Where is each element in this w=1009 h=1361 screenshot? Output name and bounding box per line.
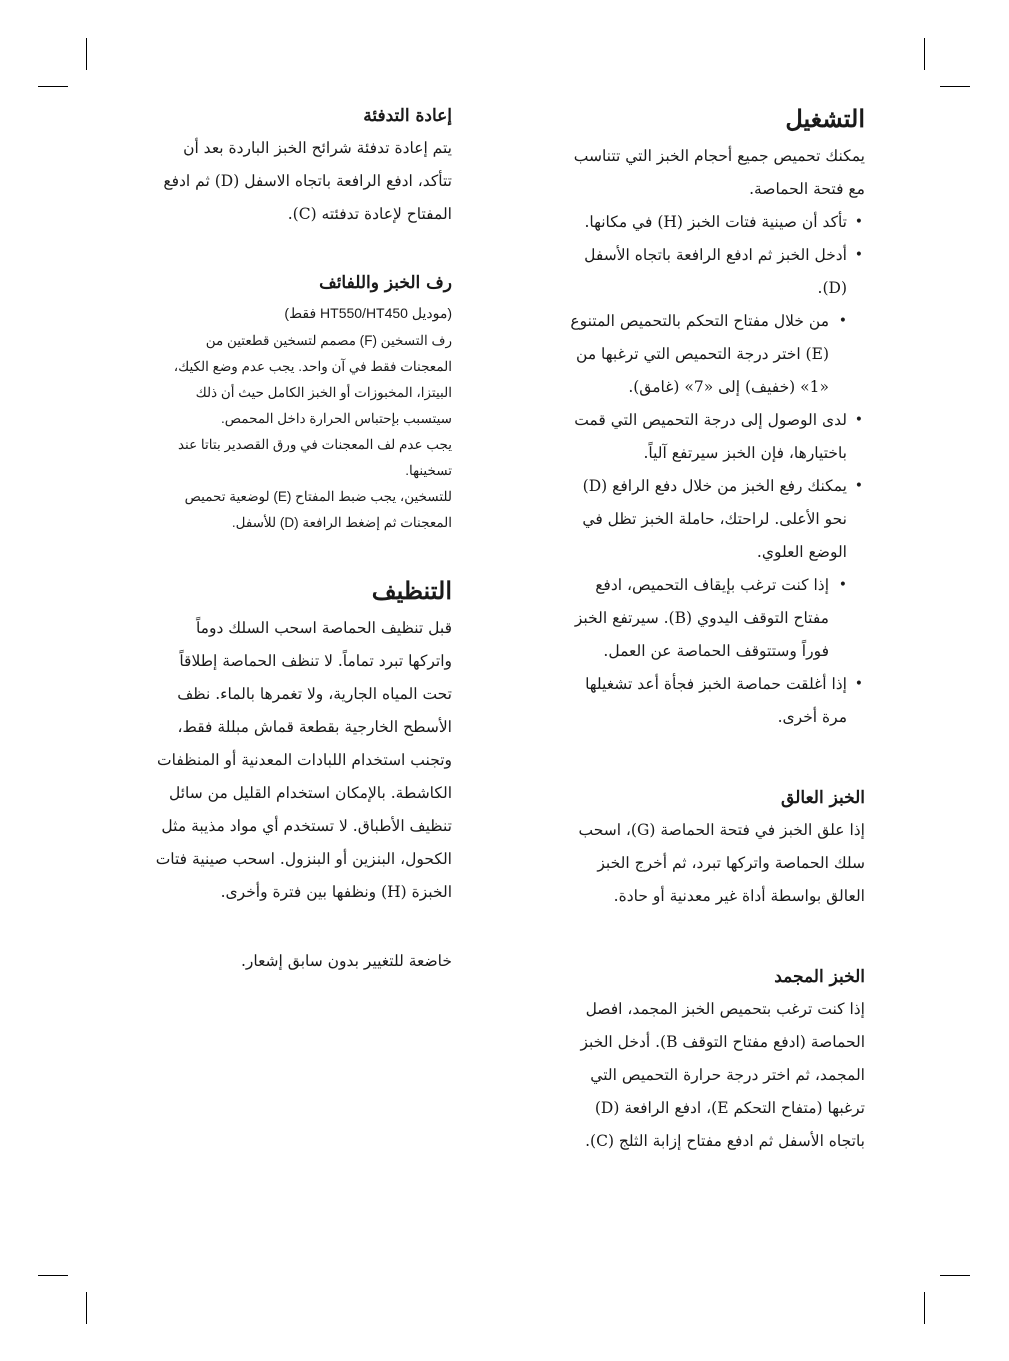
operation-step: • تأكد أن صينية فتات الخبز (H) في مكانها.: [560, 206, 865, 239]
operation-step: • إذا كنت ترغب بإيقاف التحميص، ادفع مفتاح التوقف اليدوي (B). سيرتفع الخبز فوراً وستتوقف الحماصة عن العمل.: [560, 569, 865, 668]
cleaning-title: التنظيف: [371, 576, 452, 605]
operation-step: • يمكنك رفع الخبز من خلال دفع الرافع (D) نحو الأعلى. لراحتك، حاملة الخبز تظل في الوضع العلوي.: [560, 470, 865, 569]
operation-steps: [560, 206, 865, 734]
operation-step: • من خلال مفتاح التحكم بالتحميص المتنوع (E) اختر درجة التحميص التي ترغبها من «1» (خفيف) إلى «7» (غامق).: [560, 305, 865, 404]
crop-mark-top-left-vertical: [86, 38, 87, 70]
crop-mark-top-left-horizontal: [38, 86, 68, 87]
stuck-bread-title: الخبز العالق: [781, 788, 865, 808]
crop-mark-top-right-vertical: [924, 38, 925, 70]
operation-intro: يمكنك تحميص جميع أحجام الخبز التي تتناسب مع فتحة الحماصة.: [573, 147, 865, 198]
left-column: [155, 100, 452, 978]
crop-mark-bottom-left-vertical: [86, 1292, 87, 1324]
reheat-title: إعادة التدفئة: [363, 106, 452, 126]
reheat-body: يتم إعادة تدفئة شرائح الخبز الباردة بعد أن تتأكد، ادفع الرافعة باتجاه الاسفل (D) ثم ادفع المفتاح لإعادة تدفئته (C).: [163, 139, 452, 223]
cleaning-body: قبل تنظيف الحماصة اسحب السلك دوماً واتركها تبرد تماماً. لا تنظف الحماصة إطلاقاً تحت المياه الجارية، ولا تغمرها بالماء. نظف الأسطح الخارجية بقطعة قماش مبللة فقط، وتجنب استخدام اللبادات المعدنية أو المنظفات الكاشطة. بالإمكان استخدام القليل من سائل تنظيف الأطباق. لا تستخدم أي مواد مذيبة مثل الكحول، البنزين أو البنزول. اسحب صينية فتات الخبزة (H) ونظفها بين فترة وأخرى.: [155, 619, 452, 901]
bun-rack-paragraph: للتسخين، يجب ضبط المفتاح (E) لوضعية تحميص المعجنات ثم إضغط الرافعة (D) للأسفل.: [184, 489, 452, 530]
bun-rack-title: رف الخبز واللفائف: [319, 273, 452, 293]
crop-mark-bottom-left-horizontal: [38, 1275, 68, 1276]
operation-step: • أدخل الخبز ثم ادفع الرافعة باتجاه الأسفل (D).: [560, 239, 865, 305]
right-column: [560, 100, 865, 1158]
bun-rack-models: (موديل HT550/HT450 فقط): [284, 305, 452, 321]
bun-rack-paragraph: يجب عدم لف المعجنات في ورق القصدير بتاتا عند تسخينها.: [177, 437, 452, 478]
bun-rack-paragraph: رف التسخين (F) مصمم لتسخين قطعتين من المعجنات فقط في آن واحد. يجب عدم وضع الكيك، البيتزا، المخبوزات أو الخبز الكامل حيث أن ذلك سيتسبب بإحتباس الحرارة داخل المحمص.: [173, 333, 452, 426]
crop-mark-bottom-right-horizontal: [940, 1275, 970, 1276]
crop-mark-top-right-horizontal: [940, 86, 970, 87]
operation-title: التشغيل: [785, 104, 865, 133]
frozen-bread-body: إذا كنت ترغب بتحميص الخبز المجمد، افصل الحماصة (ادفع مفتاح التوقف B). أدخل الخبز المجمد، ثم اختر درجة حرارة التحميص التي ترغبها (متفاح التحكم E)، ادفع الرافعة (D) باتجاه الأسفل ثم ادفع مفتاح إزابة الثلج (C).: [580, 1000, 865, 1150]
operation-step: • لدى الوصول إلى درجة التحميص التي قمت باختيارها، فإن الخبز سيرتفع آلياً.: [560, 404, 865, 470]
frozen-bread-title: الخبز المجمد: [774, 967, 865, 987]
stuck-bread-body: إذا علق الخبز في فتحة الحماصة (G)، اسحب سلك الحماصة واتركها تبرد، ثم أخرج الخبز العالق بواسطة أداة غير معدنية أو حادة.: [578, 821, 865, 905]
change-notice: خاضعة للتغيير بدون سابق إشعار.: [240, 952, 452, 970]
operation-step: • إذا أغلقت حماصة الخبز فجأة أعد تشغيلها مرة أخرى.: [560, 668, 865, 734]
crop-mark-bottom-right-vertical: [924, 1292, 925, 1324]
